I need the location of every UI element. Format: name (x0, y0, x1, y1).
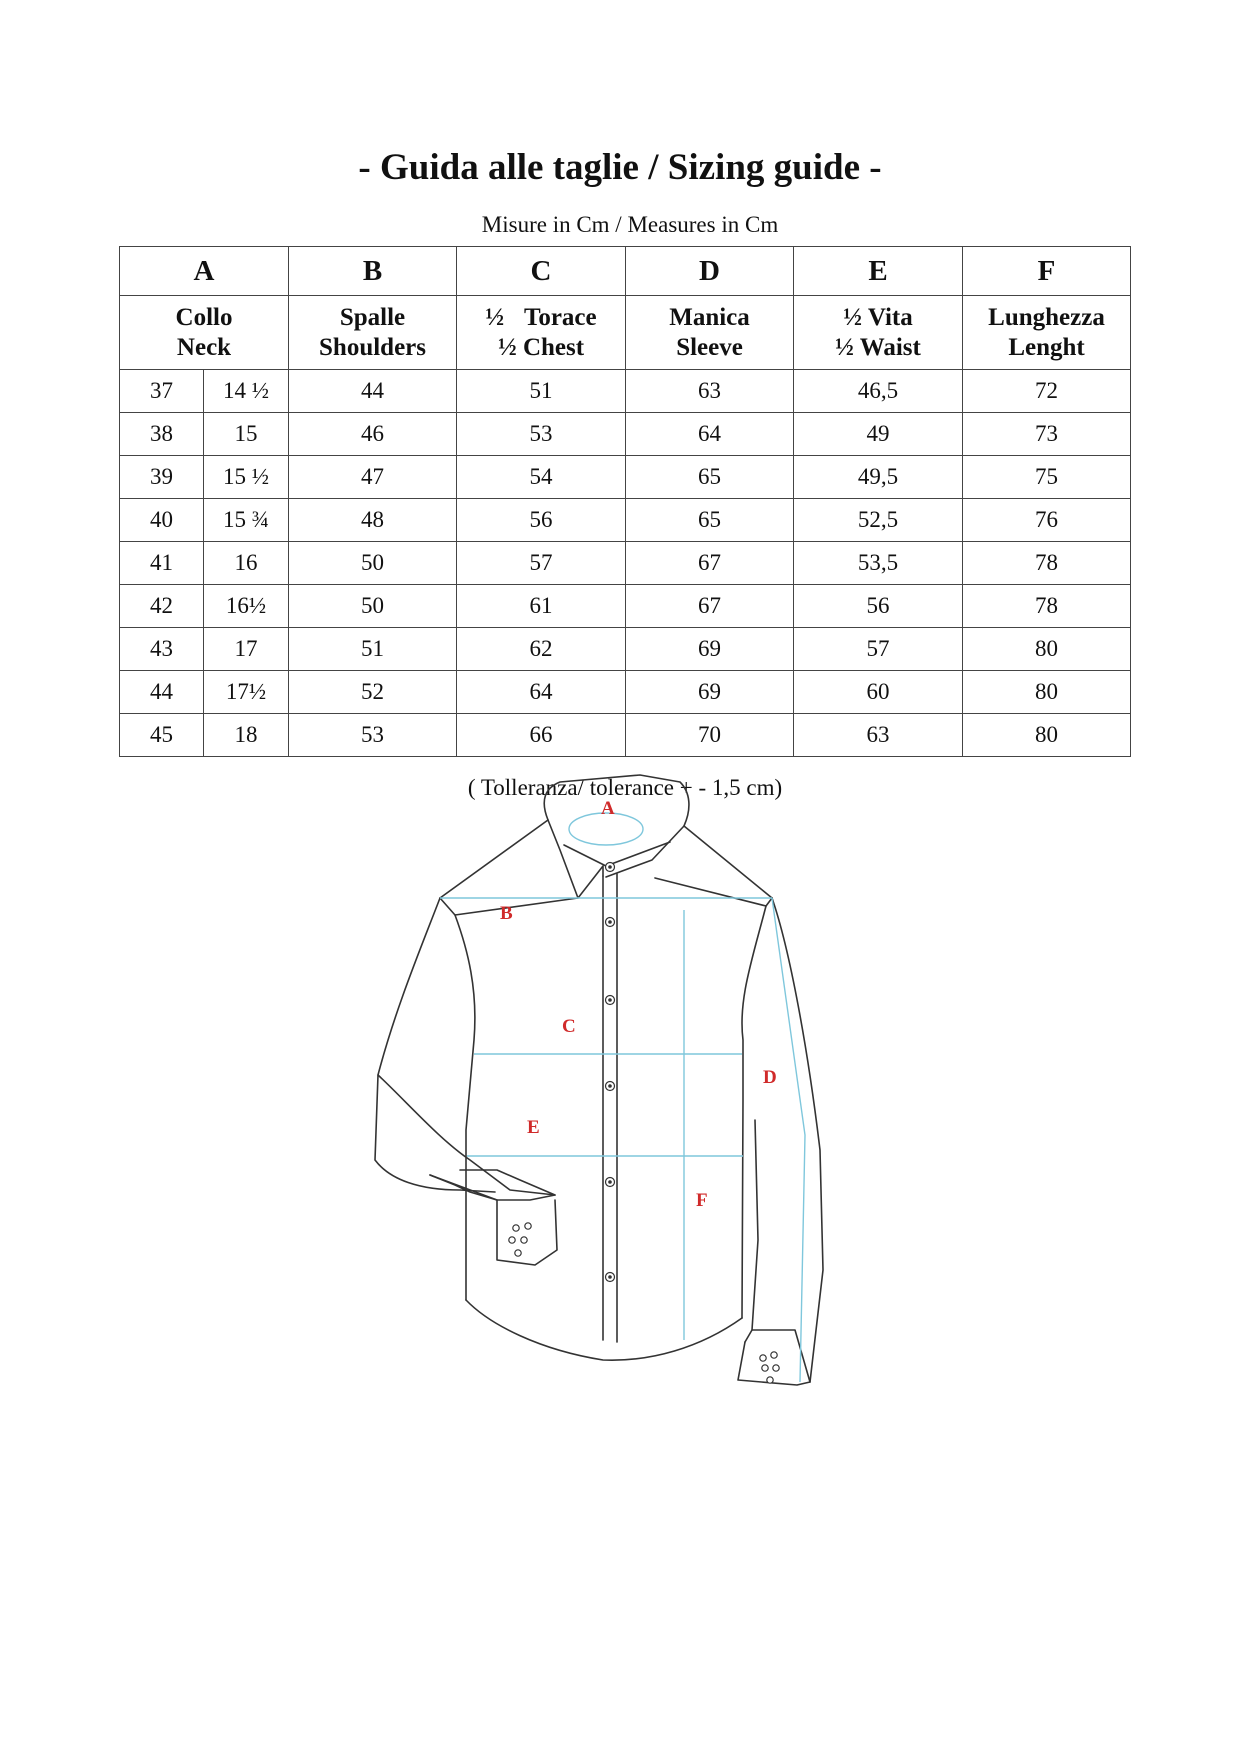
cell-neck-cm: 40 (120, 499, 204, 542)
cell-shoulders: 51 (289, 628, 457, 671)
label-a: A (601, 798, 615, 819)
cell-length: 76 (963, 499, 1131, 542)
cell-length: 72 (963, 370, 1131, 413)
cell-neck-inch: 14 ½ (204, 370, 289, 413)
cell-waist: 63 (794, 714, 963, 757)
header-label-en: Lenght (1008, 333, 1085, 361)
measure-d-line (772, 898, 805, 1382)
cell-neck-inch: 15 ½ (204, 456, 289, 499)
cuff-button (773, 1365, 779, 1371)
cell-length: 80 (963, 671, 1131, 714)
cell-sleeve: 64 (626, 413, 794, 456)
label-b: B (500, 903, 513, 924)
cuff-button (762, 1365, 768, 1371)
collar-inner-left (564, 845, 606, 866)
cell-length: 73 (963, 413, 1131, 456)
cell-waist: 52,5 (794, 499, 963, 542)
cell-neck-cm: 38 (120, 413, 204, 456)
cell-neck-cm: 41 (120, 542, 204, 585)
cell-chest: 56 (457, 499, 626, 542)
cell-shoulders: 44 (289, 370, 457, 413)
cuff-button (760, 1355, 766, 1361)
cell-sleeve: 69 (626, 671, 794, 714)
cell-neck-inch: 17½ (204, 671, 289, 714)
cell-neck-inch: 18 (204, 714, 289, 757)
cell-waist: 57 (794, 628, 963, 671)
cell-shoulders: 52 (289, 671, 457, 714)
header-label-it: Spalle (339, 303, 406, 331)
cell-sleeve: 65 (626, 499, 794, 542)
column-letter-b: B (289, 247, 457, 296)
cell-length: 75 (963, 456, 1131, 499)
cuff-button (515, 1250, 521, 1256)
cell-chest: 54 (457, 456, 626, 499)
cell-sleeve: 63 (626, 370, 794, 413)
cell-chest: 62 (457, 628, 626, 671)
cell-length: 80 (963, 714, 1131, 757)
button-hole (609, 999, 611, 1001)
column-letter-d: D (626, 247, 794, 296)
left-yoke-line (440, 820, 578, 915)
cell-sleeve: 67 (626, 542, 794, 585)
column-letter-e: E (794, 247, 963, 296)
left-armhole (455, 915, 475, 1300)
cell-neck-cm: 39 (120, 456, 204, 499)
cuff-button (521, 1237, 527, 1243)
cell-chest: 51 (457, 370, 626, 413)
left-cuff (430, 1170, 555, 1200)
header-label-en: Shoulders (319, 333, 426, 361)
cell-neck-inch: 15 ¾ (204, 499, 289, 542)
header-label-en: Sleeve (676, 333, 743, 361)
cell-chest: 61 (457, 585, 626, 628)
button-hole (609, 1276, 611, 1278)
cell-waist: 49,5 (794, 456, 963, 499)
units-subtitle: Misure in Cm / Measures in Cm (481, 212, 779, 237)
header-label-en: ½ Waist (835, 333, 921, 361)
button-hole (609, 1181, 611, 1183)
right-armhole (742, 906, 766, 1318)
column-letter-f: F (963, 247, 1131, 296)
button-hole (609, 921, 611, 923)
cell-length: 80 (963, 628, 1131, 671)
collar-inner-right (606, 842, 670, 866)
collar-outline (544, 775, 689, 826)
cell-sleeve: 67 (626, 585, 794, 628)
header-label-it: ½ Vita (843, 303, 913, 331)
header-label-en: Neck (176, 333, 232, 361)
cell-sleeve: 65 (626, 456, 794, 499)
label-e: E (527, 1117, 540, 1138)
cell-waist: 49 (794, 413, 963, 456)
cell-sleeve: 70 (626, 714, 794, 757)
cell-shoulders: 50 (289, 585, 457, 628)
cell-neck-inch: 15 (204, 413, 289, 456)
cuff-button (771, 1352, 777, 1358)
cell-shoulders: 46 (289, 413, 457, 456)
tolerance-note: ( Tolleranza/ tolerance + - 1,5 cm) (467, 775, 783, 800)
cell-shoulders: 53 (289, 714, 457, 757)
cell-waist: 56 (794, 585, 963, 628)
left-sleeve-outer (375, 898, 495, 1192)
cell-shoulders: 50 (289, 542, 457, 585)
cell-waist: 53,5 (794, 542, 963, 585)
cuff-button (525, 1223, 531, 1229)
cuff-button (767, 1377, 773, 1383)
cell-neck-inch: 17 (204, 628, 289, 671)
collar-left-point (548, 820, 603, 898)
cell-sleeve: 69 (626, 628, 794, 671)
button-hole (609, 866, 611, 868)
button-hole (609, 1085, 611, 1087)
header-label-en: ½ Chest (497, 333, 585, 361)
cell-chest: 64 (457, 671, 626, 714)
column-letter-a: A (120, 247, 289, 296)
cell-waist: 46,5 (794, 370, 963, 413)
label-c: C (562, 1016, 576, 1037)
cell-length: 78 (963, 542, 1131, 585)
cell-neck-cm: 43 (120, 628, 204, 671)
cell-shoulders: 47 (289, 456, 457, 499)
cell-chest: 66 (457, 714, 626, 757)
cell-neck-cm: 37 (120, 370, 204, 413)
cell-neck-cm: 44 (120, 671, 204, 714)
cell-shoulders: 48 (289, 499, 457, 542)
header-label-it: Lunghezza (988, 303, 1105, 331)
header-label-it: Manica (669, 303, 750, 331)
cell-neck-cm: 42 (120, 585, 204, 628)
cell-waist: 60 (794, 671, 963, 714)
right-sleeve-inner (745, 1120, 758, 1342)
header-label-it: ½ Torace (485, 303, 597, 331)
cell-neck-inch: 16 (204, 542, 289, 585)
cell-length: 78 (963, 585, 1131, 628)
cell-chest: 57 (457, 542, 626, 585)
column-letter-c: C (457, 247, 626, 296)
label-f: F (696, 1190, 708, 1211)
label-d: D (763, 1067, 777, 1088)
header-label-it: Collo (175, 303, 233, 331)
cell-neck-cm: 45 (120, 714, 204, 757)
right-sleeve-outer (772, 898, 823, 1382)
cell-neck-inch: 16½ (204, 585, 289, 628)
cuff-button (509, 1237, 515, 1243)
shirt-hem (466, 1300, 742, 1360)
cell-chest: 53 (457, 413, 626, 456)
left-cuff-box (497, 1200, 557, 1265)
cuff-button (513, 1225, 519, 1231)
page-title: - Guida alle taglie / Sizing guide - (358, 147, 882, 188)
